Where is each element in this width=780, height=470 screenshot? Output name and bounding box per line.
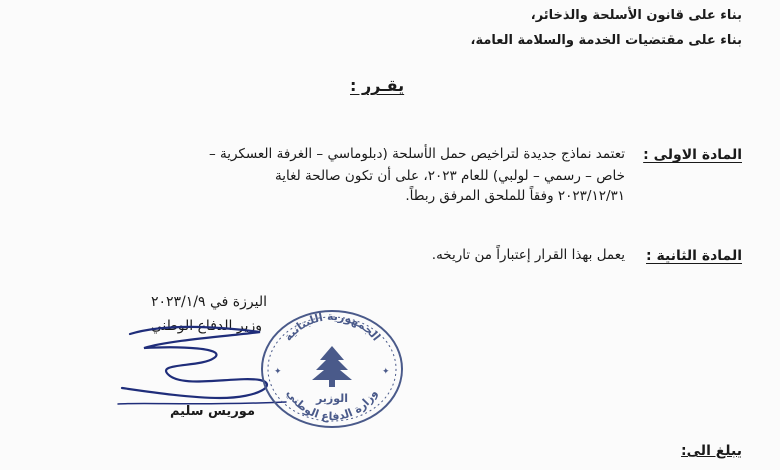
article-1-line-2: خاص – رسمي – لولبي) للعام ٢٠٢٣، على أن تكون صالحة لغاية <box>274 168 625 184</box>
article-1-line-3: ٢٠٢٣/١٢/٣١ وفقاً للملحق المرفق ربطاً. <box>405 188 625 204</box>
cedar-icon <box>312 346 352 387</box>
article-1-label: المادة الاولى : <box>643 147 742 163</box>
seal-outer-text: الجمهورية اللبنانية <box>281 309 383 344</box>
official-seal <box>258 308 406 430</box>
minister-name: موريس سليم <box>169 404 255 419</box>
svg-text:الجمهورية اللبنانية <box>281 310 382 343</box>
seal-inner-text: الوزير <box>315 392 349 405</box>
article-1-line-1: تعتمد نماذج جديدة لتراخيص حمل الأسلحة (دبلوماسي – الغرفة العسكرية – <box>208 146 625 162</box>
article-2-label: المادة الثانية : <box>646 248 742 264</box>
preamble-line-2: بناء على مقتضيات الخدمة والسلامة العامة، <box>470 33 742 48</box>
preamble-line-1: بناء على قانون الأسلحة والذخائر، <box>530 8 742 23</box>
svg-text:✦: ✦ <box>382 367 390 377</box>
article-2-text: يعمل بهذا القرار إعتباراً من تاريخه. <box>431 247 625 263</box>
place-date: اليرزة في ٢٠٢٣/١/٩ <box>150 294 267 310</box>
minister-title: وزير الدفاع الوطني <box>150 318 262 334</box>
seal-bottom-text: وزارة الدفاع الوطني <box>283 387 380 424</box>
decides-heading: يقـرر : <box>350 76 405 95</box>
svg-text:✦: ✦ <box>274 367 282 377</box>
notify-heading: يبلغ الى: <box>681 443 742 459</box>
